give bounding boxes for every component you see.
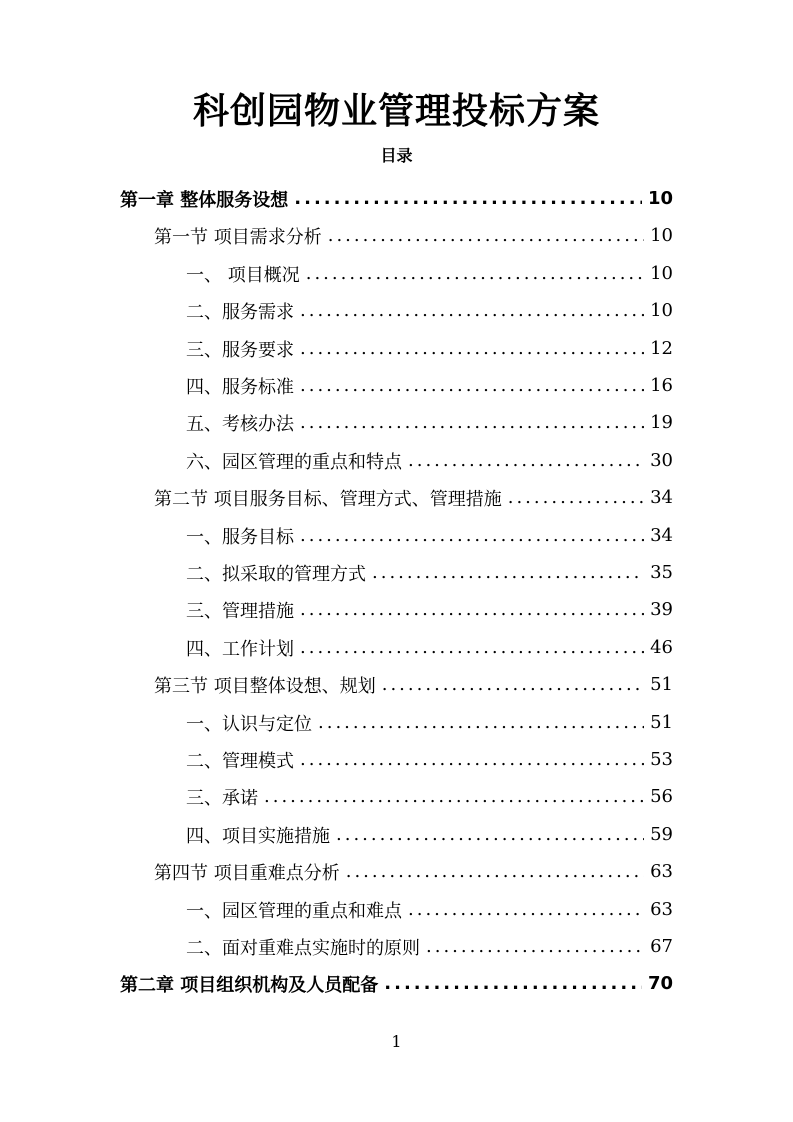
toc-dot-leader (318, 712, 644, 733)
toc-entry[interactable] (186, 404, 673, 441)
toc-entry[interactable] (120, 180, 673, 217)
toc-entry-page: 10 (650, 300, 673, 321)
toc-entry[interactable] (186, 330, 673, 367)
toc-entry-label: 四、工作计划 (186, 638, 294, 660)
toc-entry-label: 一、 项目概况 (186, 264, 300, 286)
toc-dot-leader (300, 375, 644, 396)
toc-entry-page: 35 (650, 562, 673, 583)
toc-entry[interactable] (186, 442, 673, 479)
toc-dot-leader (408, 899, 644, 920)
toc-entry-page: 39 (650, 599, 673, 620)
toc-dot-leader (328, 225, 644, 246)
toc-entry[interactable] (154, 217, 673, 254)
toc-entry[interactable] (186, 704, 673, 741)
toc-entry-page: 46 (650, 637, 673, 658)
toc-dot-leader (264, 786, 644, 807)
toc-entry-page: 59 (650, 824, 673, 845)
toc-entry-label: 二、拟采取的管理方式 (186, 563, 366, 585)
toc-dot-leader (300, 300, 644, 321)
page-number: 1 (391, 1032, 402, 1051)
toc-entry-label: 二、服务需求 (186, 301, 294, 323)
toc-entry-label: 第一章 整体服务设想 (120, 189, 289, 211)
toc-entry-page: 63 (650, 861, 673, 882)
toc-entry-label: 第一节 项目需求分析 (154, 226, 322, 248)
toc-entry[interactable] (186, 891, 673, 928)
toc-dot-leader (300, 599, 644, 620)
toc-entry-page: 10 (650, 225, 673, 246)
toc-dot-leader (300, 338, 644, 359)
toc-dot-leader (508, 487, 644, 508)
toc-entry-page: 34 (650, 525, 673, 546)
toc-entry-page: 30 (650, 450, 673, 471)
toc-entry-label: 第二章 项目组织机构及人员配备 (120, 974, 379, 996)
toc-entry[interactable] (186, 629, 673, 666)
toc-entry-page: 10 (650, 263, 673, 284)
toc-dot-leader (294, 188, 642, 209)
toc-entry[interactable] (186, 778, 673, 815)
toc-dot-leader (306, 263, 644, 284)
toc-dot-leader (384, 973, 642, 994)
toc-dot-leader (300, 525, 644, 546)
document-title: 科创园物业管理投标方案 (192, 91, 600, 132)
toc-entry[interactable] (154, 853, 673, 890)
toc-dot-leader (300, 749, 644, 770)
toc-dot-leader (300, 412, 644, 433)
toc-entry-label: 三、承诺 (186, 787, 258, 809)
toc-entry-page: 56 (650, 786, 673, 807)
toc-entry[interactable] (186, 517, 673, 554)
toc-entry-page: 53 (650, 749, 673, 770)
toc-entry-label: 第四节 项目重难点分析 (154, 862, 340, 884)
toc-entry-page: 19 (650, 412, 673, 433)
toc-entry-label: 六、园区管理的重点和特点 (186, 451, 402, 473)
toc-entry-label: 四、服务标准 (186, 376, 294, 398)
toc-heading: 目录 (380, 146, 413, 165)
toc-entry-page: 34 (650, 487, 673, 508)
toc-dot-leader (336, 824, 644, 845)
toc-entry[interactable] (120, 965, 673, 1002)
toc-entry[interactable] (186, 292, 673, 329)
toc-entry-page: 51 (650, 712, 673, 733)
toc-entry-page: 67 (650, 936, 673, 957)
toc-entry-label: 第三节 项目整体设想、规划 (154, 675, 376, 697)
toc-entry-page: 10 (647, 188, 673, 209)
toc-entry-label: 二、管理模式 (186, 750, 294, 772)
toc-dot-leader (408, 450, 644, 471)
toc-entry-label: 三、服务要求 (186, 339, 294, 361)
toc-entry[interactable] (186, 741, 673, 778)
toc-entry-label: 第二节 项目服务目标、管理方式、管理措施 (154, 488, 502, 510)
toc-entry[interactable] (154, 666, 673, 703)
toc-entry-label: 四、项目实施措施 (186, 825, 330, 847)
toc-entry[interactable] (186, 928, 673, 965)
toc-entry[interactable] (186, 816, 673, 853)
toc-entry-page: 12 (650, 338, 673, 359)
toc-entry[interactable] (186, 255, 673, 292)
toc-entry-page: 70 (647, 973, 673, 994)
toc-entry[interactable] (186, 367, 673, 404)
toc-entry-page: 51 (650, 674, 673, 695)
toc-dot-leader (372, 562, 644, 583)
toc-entry[interactable] (186, 554, 673, 591)
toc-entry-label: 一、认识与定位 (186, 713, 312, 735)
toc-entry-label: 三、管理措施 (186, 600, 294, 622)
toc-dot-leader (346, 861, 644, 882)
toc-entry-page: 16 (650, 375, 673, 396)
toc-entry-label: 一、园区管理的重点和难点 (186, 900, 402, 922)
toc-entry-page: 63 (650, 899, 673, 920)
toc-entry[interactable] (154, 479, 673, 516)
toc-dot-leader (300, 637, 644, 658)
toc-entry[interactable] (186, 591, 673, 628)
toc-entry-label: 一、服务目标 (186, 526, 294, 548)
toc-entry-label: 二、面对重难点实施时的原则 (186, 937, 420, 959)
toc-dot-leader (382, 674, 644, 695)
toc-dot-leader (426, 936, 644, 957)
toc-entry-label: 五、考核办法 (186, 413, 294, 435)
